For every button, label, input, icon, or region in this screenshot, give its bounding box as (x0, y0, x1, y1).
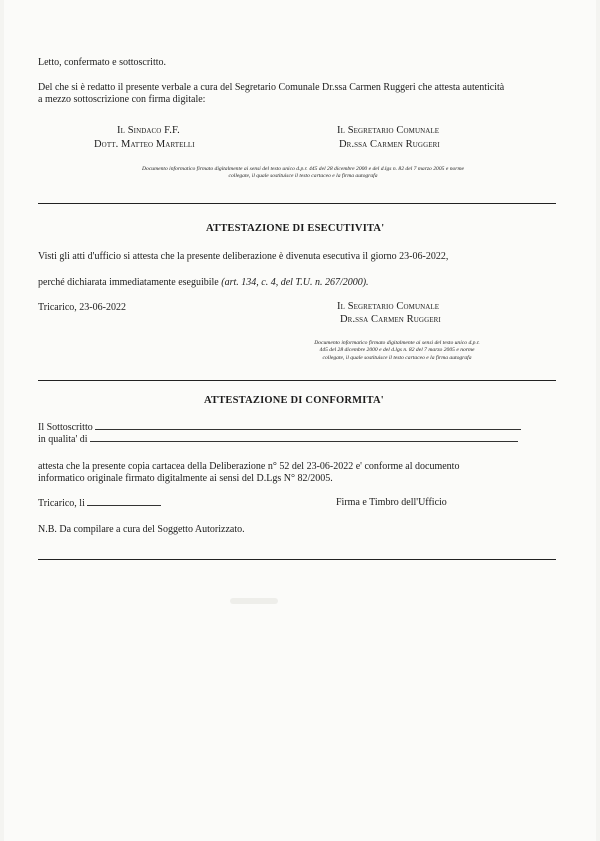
nb-note: N.B. Da compilare a cura del Soggetto Autorizzato. (38, 524, 245, 535)
divider-3 (38, 559, 556, 560)
sottoscritto-label: Il Sottoscritto (38, 422, 93, 433)
divider-1 (38, 203, 556, 204)
qualita-label: in qualita' di (38, 434, 88, 445)
segretario-role: Il Segretario Comunale (337, 125, 440, 136)
conformita-heading: ATTESTAZIONE DI CONFORMITA' (204, 395, 384, 406)
segretario-name: Dr.ssa Carmen Ruggeri (339, 139, 440, 150)
verbale-text-line2: a mezzo sottoscrizione con firma digitale: (38, 94, 206, 105)
esecutivita-line1: Visti gli atti d'ufficio si attesta che la presente deliberazione è divenuta esecutiva il giorno 23-06-2022, (38, 251, 449, 262)
esecutivita-segretario-role: Il Segretario Comunale (337, 301, 440, 312)
sottoscritto-blank-line (95, 420, 521, 430)
conformita-place-label: Tricarico, li (38, 498, 85, 509)
sindaco-role: Il Sindaco F.F. (117, 125, 180, 136)
qualita-row (38, 432, 518, 446)
firma-timbro-label: Firma e Timbro dell'Ufficio (336, 497, 447, 508)
document-page (4, 0, 596, 841)
scan-smudge (230, 598, 278, 604)
attesta-line2: informatico originale firmato digitalmente ai sensi del D.Lgs N° 82/2005. (38, 473, 333, 484)
esecutivita-line2: perché dichiarata immediatamente eseguibile (art. 134, c. 4, del T.U. n. 267/2000). (38, 277, 369, 288)
verbale-text-line1: Del che si è redatto il presente verbale a cura del Segretario Comunale Dr.ssa Carmen Ruggeri che attesta autenticità (38, 82, 505, 93)
esecutivita-segretario-name: Dr.ssa Carmen Ruggeri (340, 314, 441, 325)
esecutivita-place-date: Tricarico, 23-06-2022 (38, 302, 126, 313)
date-blank-line (87, 496, 161, 506)
esecutivita-digital-note: Documento informatico firmato digitalmente ai sensi del testo unico d.p.r. 445 del 28 dicembre 2000 e del d.lgs n. 82 del 7 marzo 2005 e norme collegate, il quale sostituisce il testo cartaceo e la firma autografa (314, 340, 480, 361)
attesta-line1: attesta che la presente copia cartacea della Deliberazione n° 52 del 23-06-2022 e' conforme al documento (38, 461, 460, 472)
divider-2 (38, 380, 556, 381)
qualita-blank-line (90, 432, 518, 442)
esecutivita-heading: ATTESTAZIONE DI ESECUTIVITA' (206, 223, 385, 234)
conformita-place-row (38, 496, 161, 510)
letto-text: Letto, confermato e sottoscritto. (38, 57, 167, 68)
digital-signature-note: Documento informatico firmato digitalmente ai sensi del testo unico d.p.r. 445 del 28 dicembre 2000 e del d.lgs n. 82 del 7 marzo 2005 e norme collegate, il quale sostituisce il testo cartaceo e la firma autografa (141, 166, 465, 180)
sindaco-name: Dott. Matteo Martelli (94, 139, 195, 150)
